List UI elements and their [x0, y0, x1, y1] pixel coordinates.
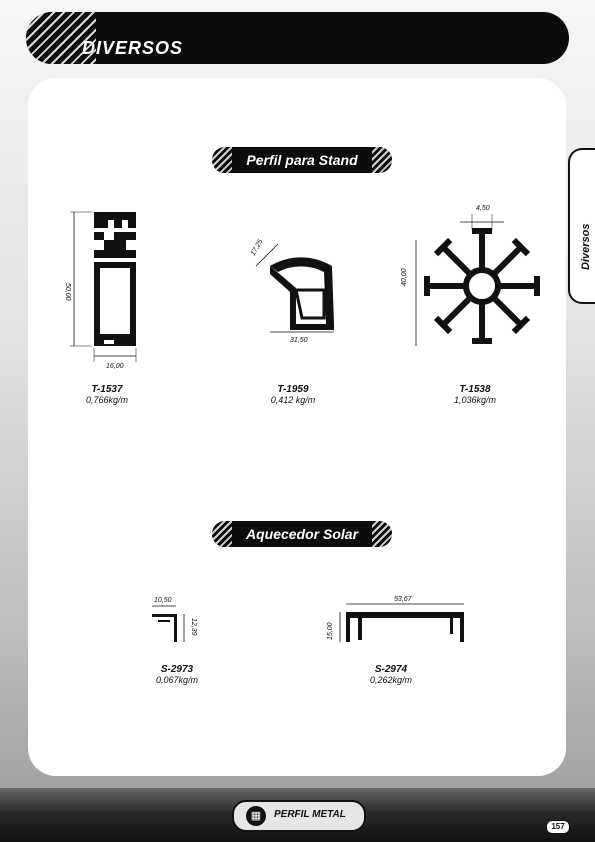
- code-t1537: T-1537: [91, 384, 123, 395]
- side-tab[interactable]: [568, 148, 595, 304]
- content-panel: [28, 78, 566, 776]
- brand-logo: [232, 800, 366, 832]
- dim-t1537-width: 16,00: [106, 363, 124, 370]
- section-title-solar: Aquecedor Solar: [212, 521, 392, 547]
- dim-t1959-width: 31,50: [290, 337, 308, 344]
- caption-s2973: [132, 664, 222, 685]
- weight-t1537: 0,766kg/m: [85, 395, 129, 405]
- weight-s2973: 0,067kg/m: [155, 675, 199, 685]
- profile-drawing-s2974: [322, 592, 470, 652]
- page-number: 157: [546, 820, 570, 834]
- profile-drawing-t1537: [62, 208, 152, 368]
- side-tab-label: Diversos: [580, 223, 592, 270]
- logo-icon: ▦: [246, 806, 266, 826]
- caption-t1959: [248, 384, 338, 405]
- weight-s2974: 0,262kg/m: [369, 675, 413, 685]
- dim-t1959-leg: 17,25: [249, 238, 265, 257]
- code-s2973: S-2973: [160, 664, 194, 675]
- code-t1959: T-1959: [277, 384, 309, 395]
- page-header: [26, 12, 569, 64]
- dim-s2973-height: 12,39: [190, 618, 197, 636]
- weight-t1959: 0,412 kg/m: [270, 395, 316, 405]
- section-title-stand: Perfil para Stand: [212, 147, 392, 173]
- code-t1538: T-1538: [459, 384, 491, 395]
- dim-t1538-top: 4,50: [476, 205, 490, 212]
- dim-s2974-width: 53,67: [394, 596, 412, 603]
- page-title: DIVERSOS: [82, 38, 184, 58]
- profile-drawing-t1538: [400, 200, 550, 360]
- dim-s2974-height: 15,00: [327, 622, 334, 640]
- caption-t1538: [430, 384, 520, 405]
- caption-s2974: [346, 664, 436, 685]
- weight-t1538: 1,036kg/m: [453, 395, 497, 405]
- brand-name: PERFIL METAL: [274, 809, 346, 820]
- dim-t1538-height: 40,00: [401, 268, 408, 286]
- profile-drawing-s2973: [140, 592, 210, 652]
- code-s2974: S-2974: [374, 664, 408, 675]
- dim-t1537-height: 50,00: [64, 283, 71, 301]
- dim-s2973-width: 10,50: [154, 597, 172, 604]
- profile-drawing-t1959: [248, 228, 348, 348]
- caption-t1537: [62, 384, 152, 405]
